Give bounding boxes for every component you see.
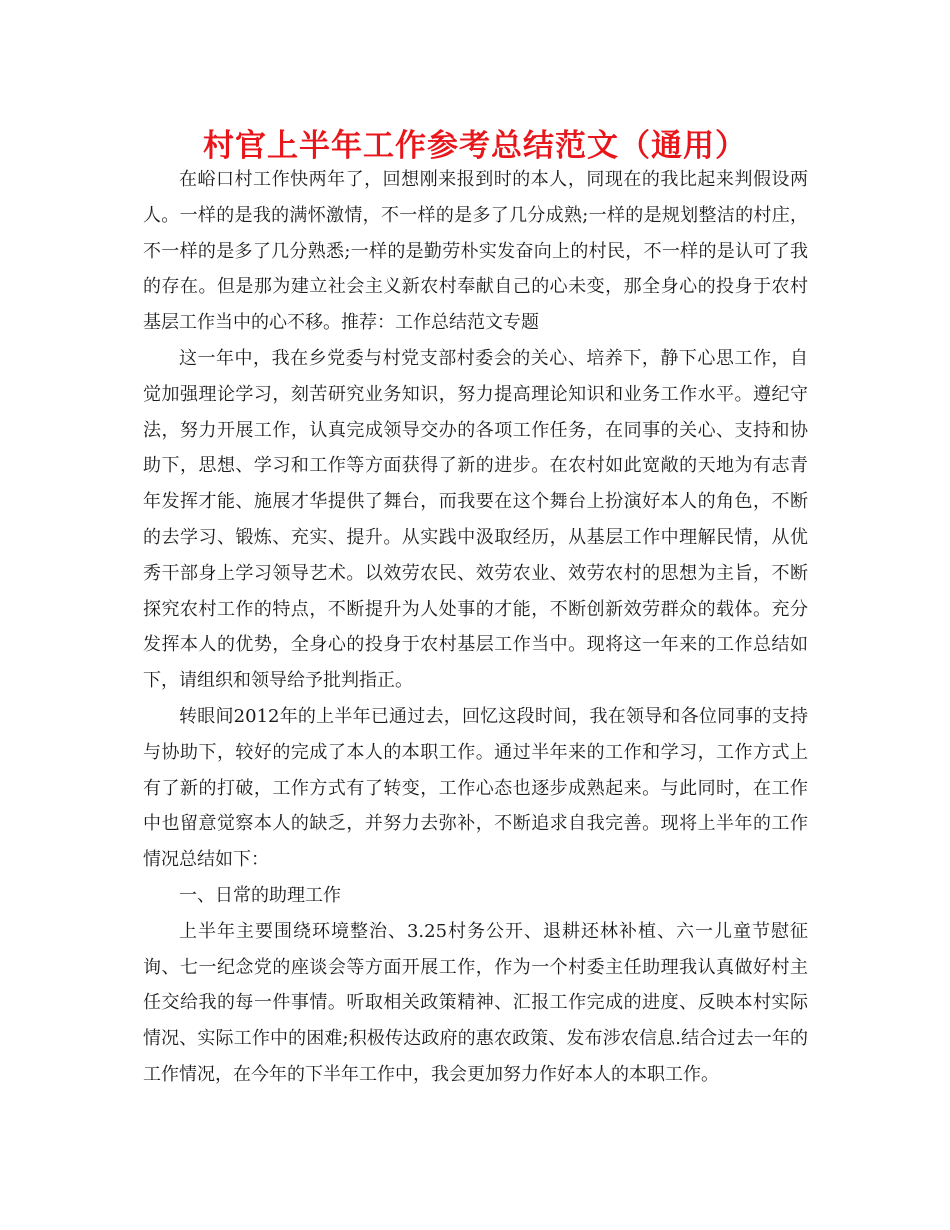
year-review-paragraph: 这一年中，我在乡党委与村党支部村委会的关心、培养下，静下心思工作，自觉加强理论学习，刻苦研究业务知识，努力提高理论知识和业务工作水平。遵纪守法，努力开展工作，认真完成领导交办的各项工作任务，在同事的关心、支持和协助下，思想、学习和工作等方面获得了新的进步。在农村如此宽敞的天地为有志青年发挥才能、施展才华提供了舞台，而我要在这个舞台上扮演好本人的角色，不断的去学习、锻炼、充实、提升。从实践中汲取经历，从基层工作中理解民情，从优秀干部身上学习领导艺术。以效劳农民、效劳农业、效劳农村的思想为主旨，不断探究农村工作的特点，不断提升为人处事的才能，不断创新效劳群众的载体。充分发挥本人的优势，全身心的投身于农村基层工作当中。现将这一年来的工作总结如下，请组织和领导给予批判指正。 (143, 347, 808, 692)
section-heading: 一、日常的助理工作 (179, 884, 341, 906)
document-body (143, 162, 808, 1093)
document-title: 村官上半年工作参考总结范文（通用） (203, 128, 747, 164)
section-paragraph: 上半年主要围绕环境整治、3.25村务公开、退耕还林补植、六一儿童节慰征询、七一纪念党的座谈会等方面开展工作，作为一个村委主任助理我认真做好村主任交给我的每一件事情。听取相关政策精神、汇报工作完成的进度、反映本村实际情况、实际工作中的困难;积极传达政府的惠农政策、发布涉农信息.结合过去一年的工作情况，在今年的下半年工作中，我会更加努力作好本人的本职工作。 (143, 920, 808, 1085)
intro-paragraph: 在峪口村工作快两年了，回想刚来报到时的本人，同现在的我比起来判假设两人。一样的是我的满怀激情，不一样的是多了几分成熟;一样的是规划整洁的村庄，不一样的是多了几分熟悉;一样的是勤劳朴实发奋向上的村民，不一样的是认可了我的存在。但是那为建立社会主义新农村奉献自己的心未变，那全身心的投身于农村基层工作当中的心不移。推荐：工作总结范文专题 (143, 169, 808, 334)
half-year-summary-paragraph: 转眼间2012年的上半年已通过去，回忆这段时间，我在领导和各位同事的支持与协助下，较好的完成了本人的本职工作。通过半年来的工作和学习，工作方式上有了新的打破，工作方式有了转变，工作心态也逐步成熟起来。与此同时，在工作中也留意觉察本人的缺乏，并努力去弥补，不断追求自我完善。现将上半年的工作情况总结如下： (143, 705, 808, 871)
